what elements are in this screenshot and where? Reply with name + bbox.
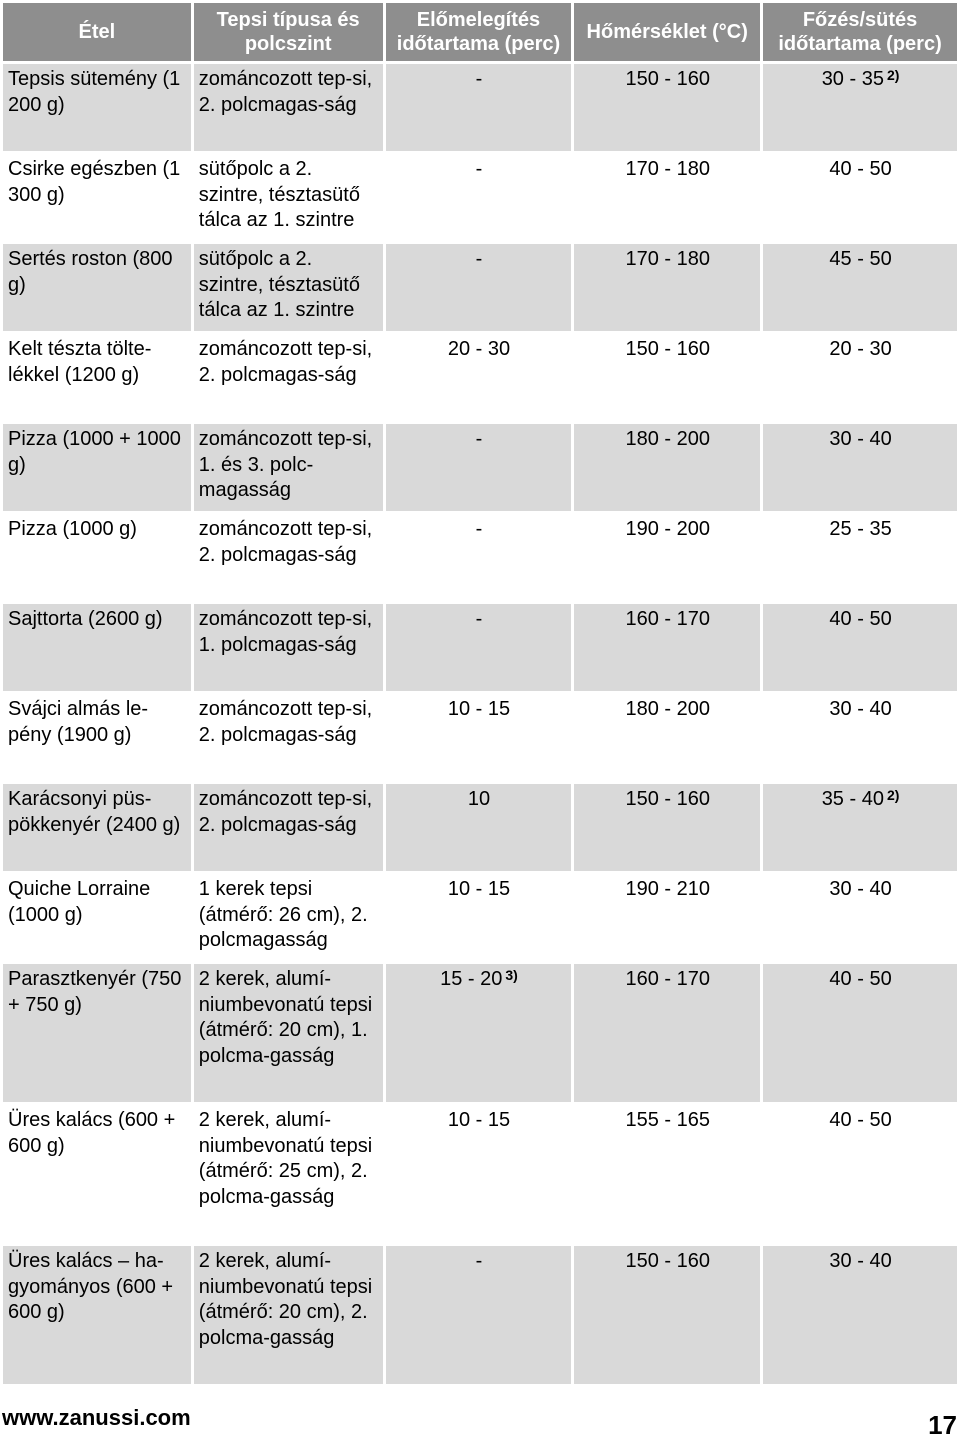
- cell-tray-text: zománcozott tep-si, 2. polcmagas-ság: [198, 68, 373, 116]
- cell-temperature: [574, 1246, 760, 1384]
- cell-temperature-text: 170 - 180: [625, 158, 710, 180]
- cell-food-text: Svájci almás le-pény (1900 g): [8, 698, 149, 746]
- cell-cooking-time: [763, 964, 957, 1102]
- cell-temperature: [574, 514, 760, 601]
- cell-temperature: [574, 874, 760, 961]
- header-temperature: Hőmérséklet (°C): [574, 3, 760, 61]
- cell-preheat: [386, 964, 572, 1102]
- cell-preheat: [386, 334, 572, 421]
- time-footnote: 2): [886, 67, 900, 83]
- cell-temperature: [574, 694, 760, 781]
- cell-cooking-time: [763, 244, 957, 331]
- cell-food: [3, 244, 191, 331]
- table-row: [3, 334, 957, 421]
- cell-food: [3, 1105, 191, 1243]
- cell-cooking-time: [763, 694, 957, 781]
- cell-tray-text: sütőpolc a 2. szintre, tésztasütő tálca az 1. szintre: [198, 158, 360, 231]
- cell-preheat-text: 10 - 15: [447, 878, 511, 900]
- cell-tray: [194, 514, 383, 601]
- cell-tray-text: zománcozott tep-si, 2. polcmagas-ság: [198, 338, 373, 386]
- cell-food-text: Karácsonyi püs-pökkenyér (2400 g): [8, 788, 181, 836]
- cell-preheat-text: 15 - 20: [440, 968, 503, 990]
- cell-tray-text: 2 kerek, alumí-niumbevonatú tepsi (átmérő: 25 cm), 2. polcma-gasság: [198, 1109, 373, 1208]
- table-row: [3, 64, 957, 151]
- cell-preheat: [386, 694, 572, 781]
- table-row: [3, 604, 957, 691]
- cell-food-text: Sajttorta (2600 g): [8, 608, 163, 630]
- table-body: [3, 64, 957, 1384]
- cell-temperature-text: 170 - 180: [625, 248, 710, 270]
- cell-tray-text: zománcozott tep-si, 2. polcmagas-ság: [198, 698, 373, 746]
- cell-cooking-time-text: 30 - 40: [829, 1250, 892, 1272]
- cell-temperature: [574, 424, 760, 511]
- cell-tray: [194, 784, 383, 871]
- cell-cooking-time: [763, 784, 957, 871]
- cell-tray: [194, 694, 383, 781]
- cell-temperature-text: 160 - 170: [625, 968, 710, 990]
- cell-temperature-text: 180 - 200: [625, 428, 710, 450]
- cell-food: [3, 1246, 191, 1384]
- cell-food-text: Üres kalács – ha-gyományos (600 + 600 g): [8, 1250, 174, 1323]
- table-row: [3, 784, 957, 871]
- cell-cooking-time-text: 40 - 50: [829, 968, 892, 990]
- cell-cooking-time: [763, 64, 957, 151]
- cell-tray-text: zománcozott tep-si, 1. és 3. polc-magasság: [198, 428, 373, 501]
- cell-temperature-text: 150 - 160: [625, 68, 710, 90]
- cell-tray: [194, 154, 383, 241]
- cell-temperature-text: 150 - 160: [625, 1250, 710, 1272]
- cell-food-text: Pizza (1000 g): [8, 518, 137, 540]
- cell-preheat-text: 10 - 15: [447, 1109, 511, 1131]
- cell-temperature: [574, 64, 760, 151]
- cell-temperature-text: 160 - 170: [625, 608, 710, 630]
- cell-cooking-time-text: 40 - 50: [829, 1109, 892, 1131]
- cell-tray-text: 1 kerek tepsi (átmérő: 26 cm), 2. polcmagasság: [198, 878, 368, 951]
- cell-temperature-text: 180 - 200: [625, 698, 710, 720]
- table-row: [3, 964, 957, 1102]
- cell-tray: [194, 334, 383, 421]
- cell-temperature: [574, 154, 760, 241]
- cell-preheat: [386, 514, 572, 601]
- cell-cooking-time-text: 40 - 50: [829, 158, 892, 180]
- table-row: [3, 874, 957, 961]
- table-row: [3, 424, 957, 511]
- cell-cooking-time-text: 30 - 40: [829, 878, 892, 900]
- cell-cooking-time: [763, 1105, 957, 1243]
- cell-food: [3, 784, 191, 871]
- cell-cooking-time-text: 20 - 30: [829, 338, 892, 360]
- cell-preheat-text: -: [475, 68, 483, 90]
- table-row: [3, 1246, 957, 1384]
- preheat-footnote: 3): [505, 967, 518, 983]
- header-row: [3, 3, 957, 61]
- cell-preheat: [386, 244, 572, 331]
- table-row: [3, 514, 957, 601]
- cell-food-text: Tepsis sütemény (1 200 g): [8, 68, 181, 116]
- cell-food: [3, 874, 191, 961]
- cell-cooking-time-text: 40 - 50: [829, 608, 892, 630]
- cell-cooking-time-text: 45 - 50: [829, 248, 892, 270]
- header-cooking-time: Főzés/sütés időtartama (perc): [763, 3, 957, 61]
- cell-preheat-text: -: [475, 428, 483, 450]
- cell-preheat-text: -: [475, 158, 483, 180]
- cell-temperature-text: 150 - 160: [625, 338, 710, 360]
- cell-preheat-text: -: [475, 248, 483, 270]
- cell-preheat-text: 10 - 15: [447, 698, 511, 720]
- table-row: [3, 154, 957, 241]
- cell-tray-text: zománcozott tep-si, 1. polcmagas-ság: [198, 608, 373, 656]
- cell-cooking-time-text: 30 - 40: [829, 698, 892, 720]
- cell-tray: [194, 424, 383, 511]
- cell-preheat: [386, 784, 572, 871]
- cell-cooking-time-text: 25 - 35: [829, 518, 892, 540]
- cell-cooking-time: [763, 424, 957, 511]
- cell-food: [3, 694, 191, 781]
- table-row: [3, 1105, 957, 1243]
- header-food: Étel: [3, 3, 191, 61]
- cell-cooking-time-text: 35 - 40: [821, 788, 884, 810]
- cell-cooking-time: [763, 604, 957, 691]
- header-preheat: Előmelegítés időtartama (perc): [386, 3, 572, 61]
- cell-temperature-text: 155 - 165: [625, 1109, 710, 1131]
- cell-temperature-text: 190 - 200: [625, 518, 710, 540]
- table-row: [3, 244, 957, 331]
- cell-cooking-time: [763, 154, 957, 241]
- cell-food: [3, 514, 191, 601]
- table-row: [3, 694, 957, 781]
- cell-tray-text: zománcozott tep-si, 2. polcmagas-ság: [198, 518, 373, 566]
- cell-temperature: [574, 604, 760, 691]
- cell-cooking-time-text: 30 - 40: [829, 428, 892, 450]
- cell-preheat-text: -: [475, 1250, 483, 1272]
- cell-cooking-time: [763, 334, 957, 421]
- cell-temperature: [574, 1105, 760, 1243]
- cell-temperature: [574, 964, 760, 1102]
- cell-temperature: [574, 244, 760, 331]
- cell-temperature-text: 150 - 160: [625, 788, 710, 810]
- footer-url[interactable]: www.zanussi.com: [2, 1405, 191, 1430]
- cell-temperature: [574, 334, 760, 421]
- cell-food-text: Kelt tészta tölte-lékkel (1200 g): [8, 338, 152, 386]
- cell-food: [3, 604, 191, 691]
- cell-food: [3, 64, 191, 151]
- cell-cooking-time: [763, 514, 957, 601]
- cell-cooking-time: [763, 874, 957, 961]
- cell-food-text: Sertés roston (800 g): [8, 248, 173, 296]
- cell-preheat: [386, 154, 572, 241]
- cell-tray: [194, 874, 383, 961]
- cell-preheat-text: -: [475, 518, 483, 540]
- cell-food: [3, 964, 191, 1102]
- cell-preheat: [386, 874, 572, 961]
- cell-tray: [194, 1105, 383, 1243]
- cell-preheat: [386, 1246, 572, 1384]
- cell-tray: [194, 1246, 383, 1384]
- cell-food: [3, 154, 191, 241]
- cell-tray: [194, 964, 383, 1102]
- cell-preheat: [386, 424, 572, 511]
- cell-tray: [194, 64, 383, 151]
- page-number: 17: [928, 1410, 957, 1440]
- cell-temperature-text: 190 - 210: [625, 878, 710, 900]
- time-footnote: 2): [886, 787, 900, 803]
- cell-cooking-time-text: 30 - 35: [821, 68, 884, 90]
- cell-food: [3, 334, 191, 421]
- cell-preheat: [386, 1105, 572, 1243]
- cell-food-text: Parasztkenyér (750 + 750 g): [8, 968, 182, 1016]
- cell-tray-text: 2 kerek, alumí-niumbevonatú tepsi (átmérő: 20 cm), 2. polcma-gasság: [198, 1250, 373, 1349]
- cell-food-text: Quiche Lorraine (1000 g): [8, 878, 151, 926]
- cell-cooking-time: [763, 1246, 957, 1384]
- cell-preheat-text: 20 - 30: [447, 338, 511, 360]
- cell-preheat-text: -: [475, 608, 483, 630]
- cell-preheat: [386, 604, 572, 691]
- cell-preheat-text: 10: [467, 788, 491, 810]
- cell-tray-text: zománcozott tep-si, 2. polcmagas-ság: [198, 788, 373, 836]
- cell-food: [3, 424, 191, 511]
- cell-tray: [194, 244, 383, 331]
- header-tray: Tepsi típusa és polcszint: [194, 3, 383, 61]
- cell-tray-text: 2 kerek, alumí-niumbevonatú tepsi (átmérő: 20 cm), 1. polcma-gasság: [198, 968, 373, 1067]
- cell-food-text: Csirke egészben (1 300 g): [8, 158, 181, 206]
- cell-tray-text: sütőpolc a 2. szintre, tésztasütő tálca az 1. szintre: [198, 248, 360, 321]
- cell-preheat: [386, 64, 572, 151]
- cell-food-text: Üres kalács (600 + 600 g): [8, 1109, 176, 1157]
- cell-tray: [194, 604, 383, 691]
- cell-temperature: [574, 784, 760, 871]
- cell-food-text: Pizza (1000 + 1000 g): [8, 428, 181, 476]
